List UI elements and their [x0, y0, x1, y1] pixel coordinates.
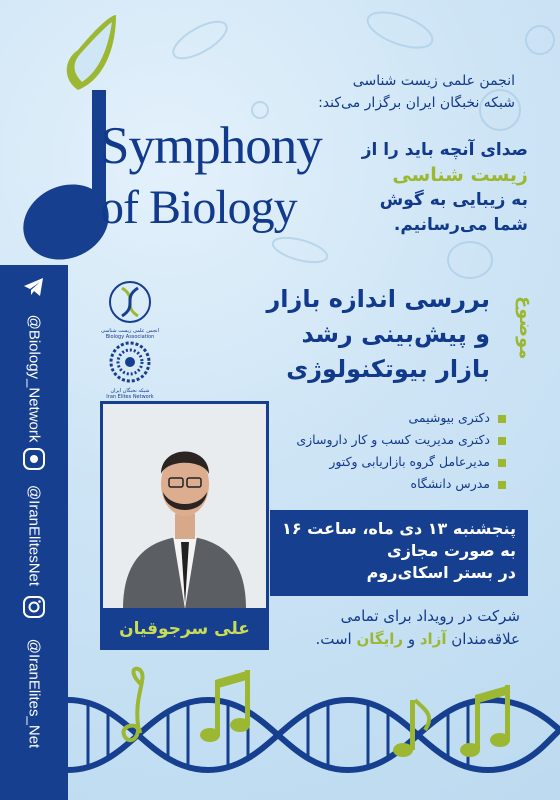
intro-line1: انجمن علمی زیست شناسی: [352, 73, 515, 89]
topic-line3: بازار بیوتکنولوژی: [286, 355, 490, 383]
instagram-icon[interactable]: [22, 595, 46, 619]
credential-item: دکتری بیوشیمی: [408, 410, 506, 425]
topic-line2: و پیش‌بینی رشد: [301, 320, 490, 348]
participation-note: [315, 605, 520, 651]
participation-line2: [315, 628, 520, 651]
speaker-portrait-icon: [103, 404, 266, 609]
intro-text: [318, 70, 515, 114]
topic-line1: بررسی اندازه بازار: [266, 285, 490, 313]
free-label-2: رایگان: [356, 630, 404, 648]
elites-logo-text-fa: شبکه نخبگان ایران: [110, 388, 150, 394]
participation-part-a: علاقه‌مندان: [451, 630, 520, 648]
title-of-biology: of Biology: [100, 181, 297, 234]
participation-part-c: است.: [315, 630, 352, 648]
social-strip: [0, 265, 68, 800]
instagram-handle[interactable]: @IranElites_Net: [25, 638, 43, 749]
music-notes-icon: [120, 665, 560, 785]
event-date: پنجشنبه ۱۳ دی ماه، ساعت ۱۶: [282, 519, 516, 538]
topic-text: [266, 282, 490, 387]
event-details: [270, 510, 528, 596]
telegram-icon[interactable]: [22, 275, 46, 299]
elites-logo-text-en: Iran Elites Network: [106, 394, 154, 400]
credential-item: دکتری مدیریت کسب و کار داروسازی: [296, 432, 506, 447]
free-label-1: آزاد: [419, 630, 447, 648]
title-symphony: Symphony: [100, 117, 322, 175]
telegram-handle[interactable]: @Biology_Network: [25, 314, 43, 443]
tagline-line3: به زیبایی به گوش: [379, 190, 528, 210]
eitaa-icon[interactable]: [22, 447, 46, 471]
credential-item: مدیرعامل گروه بازاریابی وکتور: [329, 454, 506, 469]
iran-elites-logo: [95, 340, 165, 400]
event-platform: در بستر اسکای‌روم: [366, 563, 516, 582]
biology-logo-text-fa: انجمن علمی زیست شناسی: [101, 328, 159, 334]
dna-logo-icon: [108, 280, 152, 324]
tagline-line2: زیست شناسی: [392, 164, 528, 186]
event-mode: به صورت مجازی: [387, 541, 516, 560]
topic-label: موضوع: [515, 296, 536, 360]
tagline-line4: شما می‌رسانیم.: [393, 215, 528, 235]
eitaa-handle[interactable]: @IranElitesNet: [25, 484, 43, 587]
tagline-line1: صدای آنچه باید را از: [361, 140, 528, 160]
intro-line2: شبکه نخبگان ایران برگزار می‌کند:: [318, 95, 515, 111]
speaker-photo: [100, 401, 269, 612]
elites-logo-icon: [108, 340, 152, 384]
biology-logo-text-en: Biology Association: [105, 334, 155, 340]
tagline: [362, 138, 528, 238]
biology-association-logo: [95, 280, 165, 340]
speaker-name: علی سرجوقیان: [100, 608, 269, 650]
credential-item: مدرس دانشگاه: [411, 476, 506, 491]
participation-part-b: و: [407, 630, 416, 648]
participation-line1: شرکت در رویداد برای تمامی: [340, 607, 520, 625]
